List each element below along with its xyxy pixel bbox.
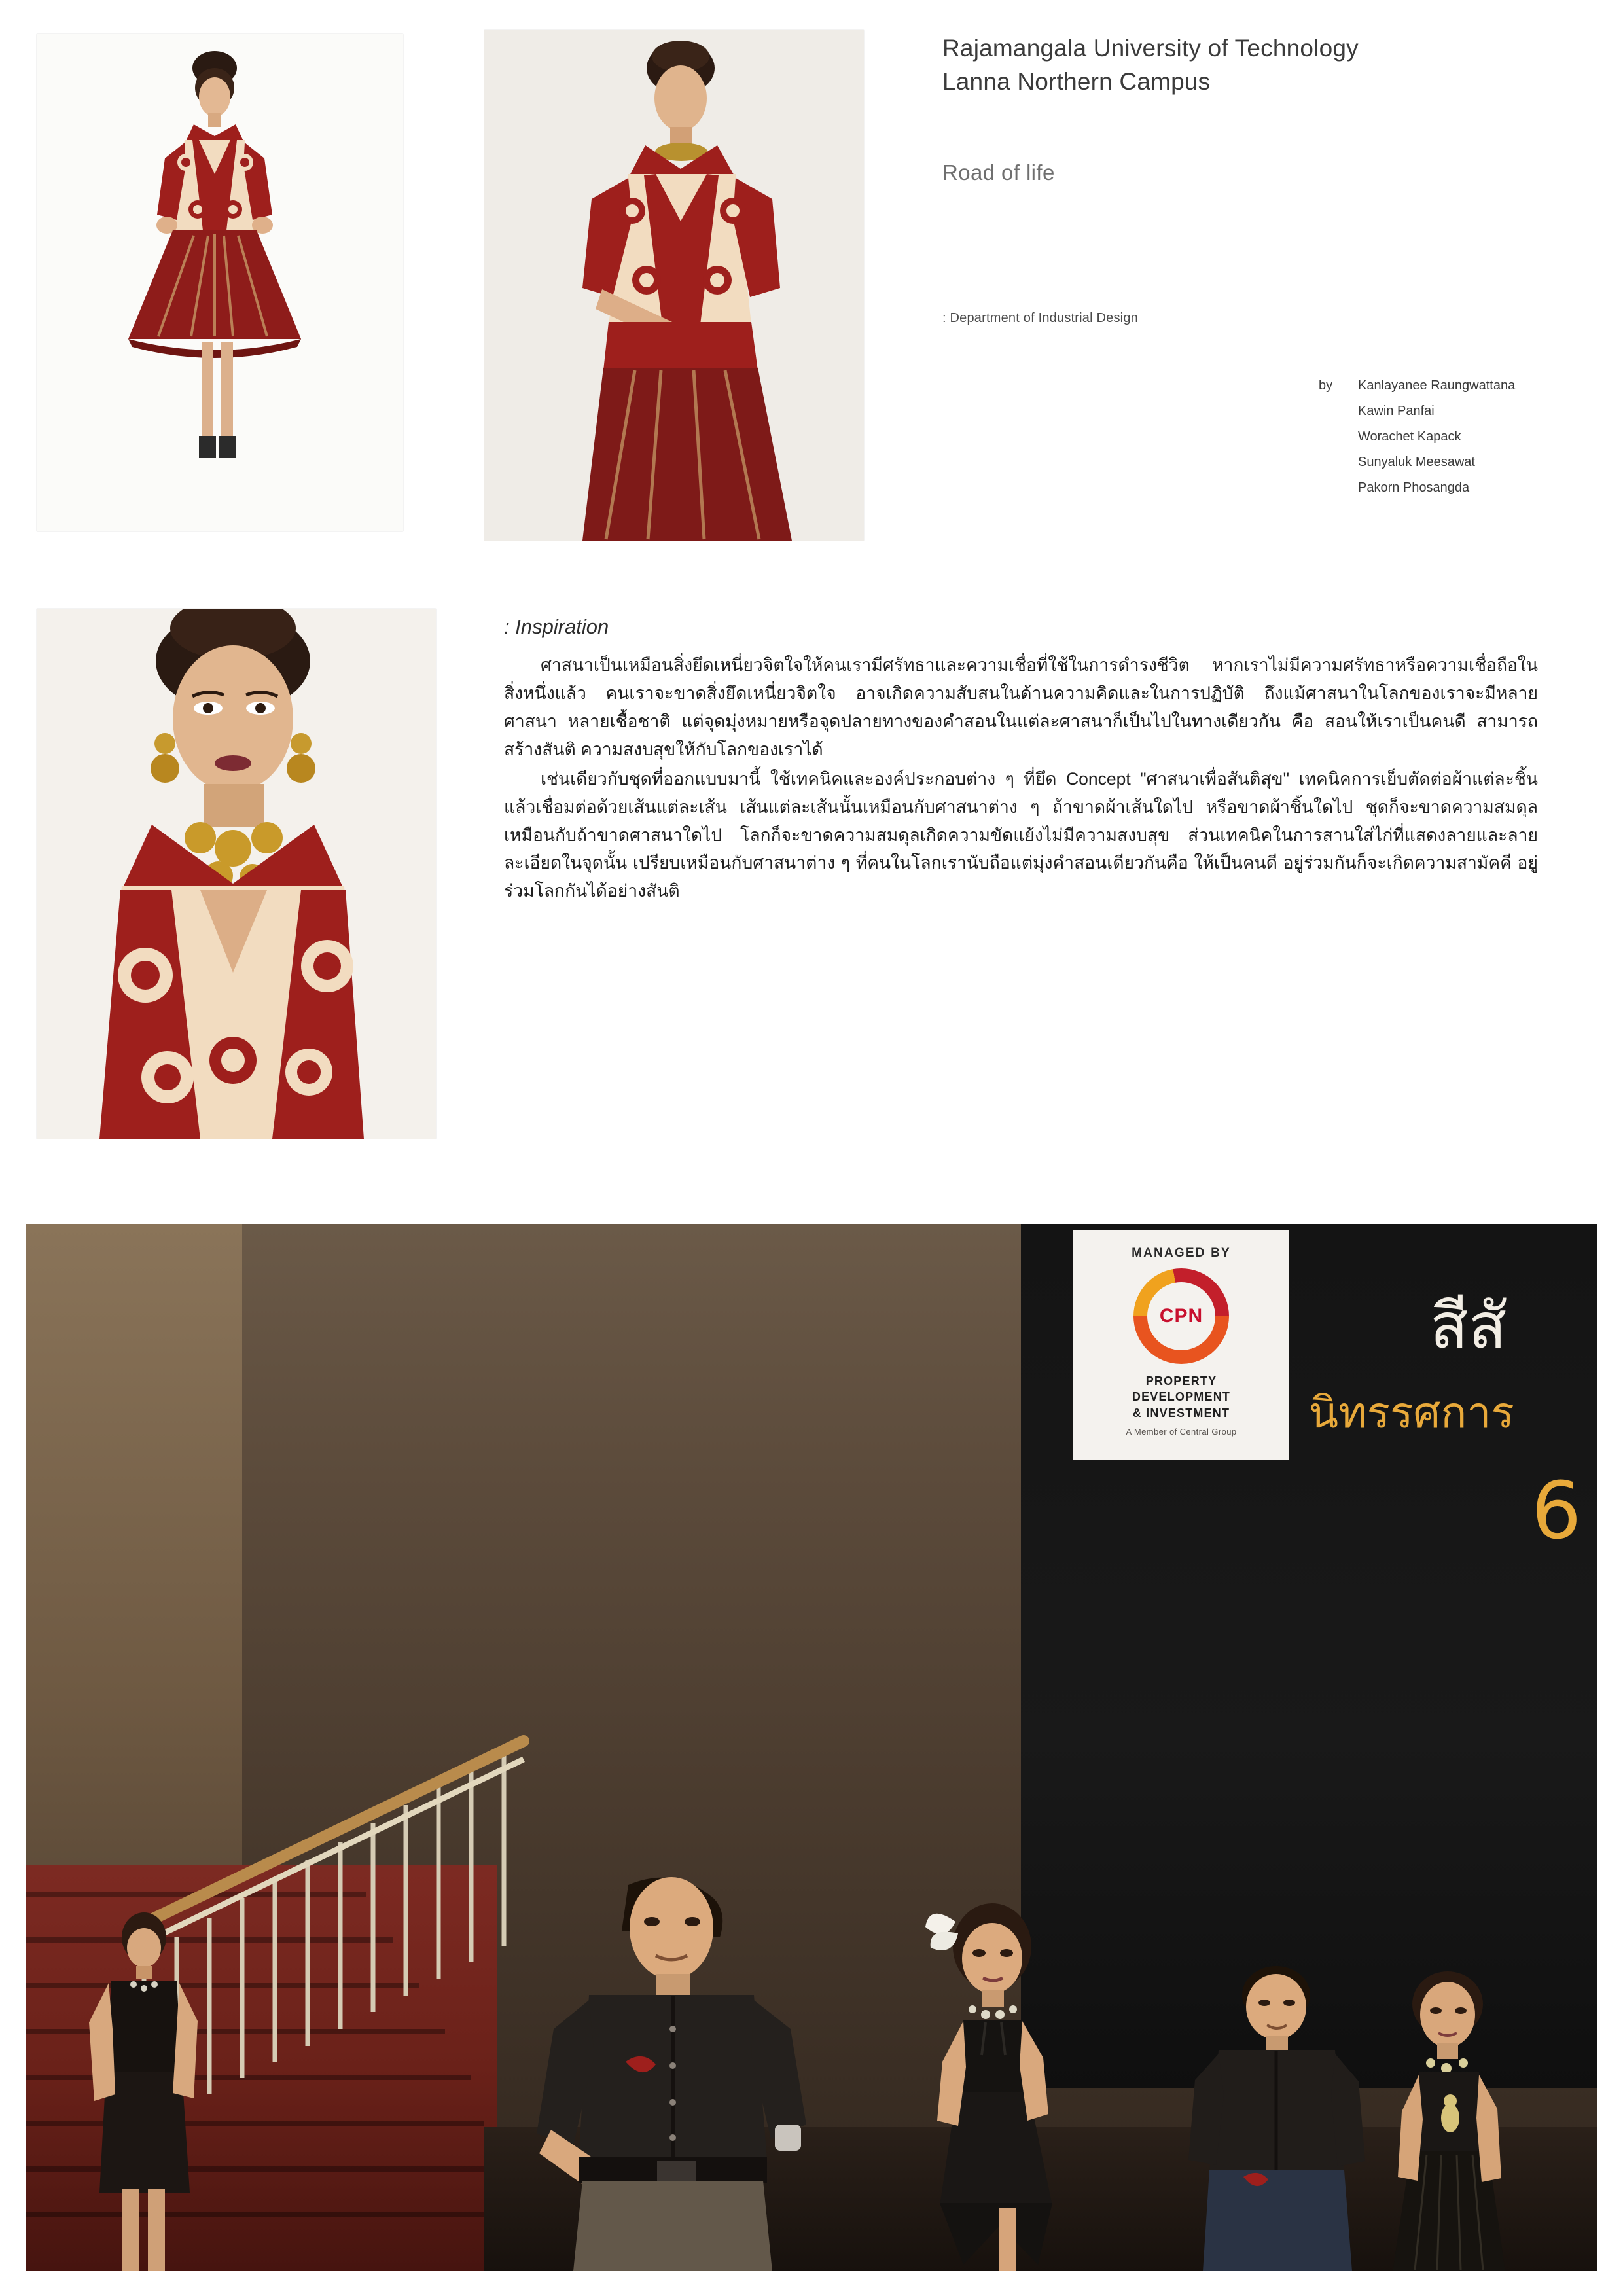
banner-subtitle xyxy=(1073,1373,1289,1421)
backdrop-signage-mid: นิทรรศการ xyxy=(1309,1388,1514,1438)
model-closeup-illustration xyxy=(37,609,436,1139)
credits-by-label: by xyxy=(1319,378,1333,393)
banner-subtitle-line1: PROPERTY xyxy=(1145,1374,1217,1388)
woman-in-black-dress-right xyxy=(1342,1970,1558,2271)
credit-name: Sunyaluk Meesawat xyxy=(1358,455,1475,469)
university-title-line1: Rajamangala University of Technology xyxy=(942,35,1359,62)
backdrop-signage-top: สีสั xyxy=(1430,1289,1507,1363)
model-leaning-illustration xyxy=(484,30,864,541)
credit-name: Worachet Kapack xyxy=(1358,429,1461,444)
inspiration-paragraph: ศาสนาเป็นเหมือนสิ่งยึดเหนี่ยวจิตใจให้คนเรามีศรัทธาและความเชื่อที่ใช้ในการดำรงชีวิต หากเราไม่มีความศรัทธาหรือความเชื่อถือในสิ่งหนึ่งแล้ว คนเราจะขาดสิ่งยึดเหนี่ยวจิตใจ อาจเกิดความสับสนในด้านความคิดและในการปฏิบัติ ถึงแม้ศาสนาในโลกของเราจะมีหลายศาสนา หลายเชื้อชาติ แต่จุดมุ่งหมายหรือจุดปลายทางของคำสอนในแต่ละศาสนาก็เป็นไปในทางเดียวกัน คือ สอนให้เราเป็นคนดี สามารถสร้างสันติ ความสงบสุขให้กับโลกของเราได้ xyxy=(504,655,1538,759)
backdrop-signage-right: 6 xyxy=(1531,1466,1582,1557)
man-in-black-shirt-center xyxy=(510,1865,818,2271)
credits-block xyxy=(1319,373,1623,501)
photo-model-closeup xyxy=(37,609,436,1139)
inspiration-heading: : Inspiration xyxy=(504,615,609,638)
photo-model-leaning xyxy=(484,30,864,541)
cpn-sponsor-banner xyxy=(1073,1230,1289,1460)
fashion-show-stage-photo xyxy=(26,1224,1597,2271)
university-title-line2: Lanna Northern Campus xyxy=(942,68,1211,96)
inspiration-body xyxy=(504,651,1538,906)
banner-subtitle-line3: & INVESTMENT xyxy=(1132,1406,1230,1420)
credit-name: Pakorn Phosangda xyxy=(1358,480,1470,495)
woman-in-black-dress-center xyxy=(877,1898,1113,2271)
banner-managed-by-label: MANAGED BY xyxy=(1132,1246,1231,1260)
inspiration-paragraph: เช่นเดียวกับชุดที่ออกแบบมานี้ ใช้เทคนิคและองค์ประกอบต่าง ๆ ที่ยึด Concept "ศาสนาเพื่อสันติสุข" เทคนิคการเย็บตัดต่อผ้าแต่ละชิ้นแล้วเชื่อมต่อด้วยเส้นแต่ละเส้น เส้นแต่ละเส้นนั้นเหมือนกับศาสนาต่าง ๆ ถ้าขาดผ้าเส้นใดไป หรือขาดผ้าชิ้นใดไป ชุดก็จะขาดความสมดุล เหมือนกับถ้าขาดศาสนาใดไป โลกก็จะขาดความสมดุลเกิดความขัดแย้งไม่มีความสงบสุข ส่วนเทคนิคในการสานใส่ไก่ที่แสดงลายและลายละเอียดในจุดนั้น เปรียบเหมือนกับศาสนาต่าง ๆ ที่คนในโลกเรานับถือแต่มุ่งคำสอนเดียวกันคือ ให้เป็นคนดี อยู่ร่วมกันก็จะเกิดความสามัคคี อยู่ร่วมโลกกันได้อย่างสันติ xyxy=(504,768,1538,901)
model-full-length-illustration xyxy=(37,34,403,531)
university-title xyxy=(942,31,1597,98)
cpn-logo-icon xyxy=(1133,1268,1229,1364)
banner-member-note: A Member of Central Group xyxy=(1126,1427,1237,1437)
woman-on-staircase xyxy=(65,1911,216,2271)
photo-model-full-length xyxy=(37,34,403,531)
credit-name: Kawin Panfai xyxy=(1358,404,1435,418)
credit-name: Kanlayanee Raungwattana xyxy=(1358,378,1516,393)
department-label: : Department of Industrial Design xyxy=(942,311,1138,325)
banner-subtitle-line2: DEVELOPMENT xyxy=(1132,1390,1231,1404)
collection-title: Road of life xyxy=(942,160,1055,185)
feather-hair-accessory xyxy=(925,1914,958,1950)
cpn-logo-text: CPN xyxy=(1147,1282,1215,1350)
